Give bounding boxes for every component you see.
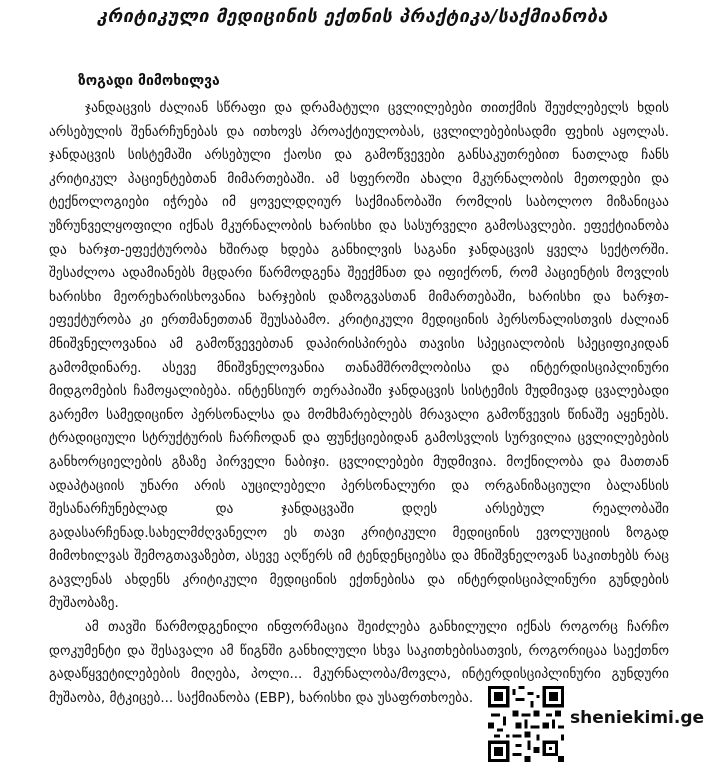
watermark-site: sheniekimi.ge	[566, 708, 705, 728]
page-title: კრიტიკული მედიცინის ექთნის პრაქტიკა/საქმიანობა	[97, 6, 608, 27]
body-text	[49, 97, 669, 710]
qr-code-icon	[488, 686, 564, 762]
paragraph-2: ამ თავში წარმოდგენილი ინფორმაცია შეიძლება განხილული იქნას როგორც ჩარჩო დოკუმენტი და შესავალი ამ წიგნში განხილული სხვა საკითხებისათვის, როგორიცაა საექთნო გადაწყვეტილებების მიღება, პოლი... მკურნალობა/მოვლა, ინტერდისციპლინური გუნდური მუშაობა, მტკიცებ... საქმიანობა (EBP), ხარისხი და უსაფრთხოება.	[49, 620, 669, 706]
paragraph-1: ჯანდაცვის ძალიან სწრაფი და დრამატული ცვლილებები თითქმის შეუძლებელს ხდის არსებულის შენარჩუნებას და ითხოვს პროაქტიულობას, ცვლილებებისადმი ფეხის აყოლას. ჯანდაცვის სისტემაში არსებული ქაოსი და გამოწვევები განსაკუთრებით ნათლად ჩანს კრიტიკულ პაციენტებთან მიმართებაში. ამ სფეროში ახალი მკურნალობის მეთოდები და ტექნოლოგიები იჭრება იმ ყოველდღიურ საქმიანობაში რომლის საბოლოო მიზანიცაა უზრუნველყოფილი იქნას მკურნალობის ხარისხი და სასურველი გამოსავლები. ეფექტიანობა და ხარჯთ-ეფექტურობა ხშირად ხდება განხილვის საგანი ჯანდაცვის ყველა სექტორში. შესაძლოა ადამიანებს მცდარი წარმოდგენა შეექმნათ და იფიქრონ, რომ პაციენტის მოვლის ხარისხი მეორეხარისხოვანია ხარჯების დაზოგვასთან მიმართებაში, ხარისხი და ხარჯთ-ეფექტურობა კი ერთმანეთთან შეუსაბამო. კრიტიკული მედიცინის პერსონალისთვის ძალიან მნიშვნელოვანია ამ გამოწვევებთან დაპირისპირება თავისი სპეციალობის სპეციფიკიდან გამომდინარე. ასევე მნიშვნელოვანია თანამშრომლობისა და ინტერდისციპლინური მიდგომების ჩამოყალიბება. ინტენსიურ თერაპიაში ჯანდაცვის სისტემის მუდმივად ცვალებადი გარემო სამედიცინო პერსონალსა და მომხმარებლებს მრავალი გამოწვევის წინაშე აყენებს. ტრადიციული სტრუქტურის ჩარჩოდან და ფუნქციებიდან გამოსვლის სურვილია ცვლილებების განხორციელების გზაზე პირველი ნაბიჯი. ცვლილებები მუდმივია. მოქნილობა და მათთან ადაპტაციის უნარი არის აუცილებელი პერსონალური და ორგანიზაციული ბალანსის შესანარჩუნებლად და ჯანდაცვაში დღეს არსებულ რეალობაში გადასარჩენად.სახელმძღვანელო ეს თავი კრიტიკული მედიცინის ევოლუციის ზოგად მიმოხილვას შემოგთავაზებთ, ასევე აღწერს იმ ტენდენციებსა და მნიშვნელოვან საკითხებს რაც გავლენას ახდენს კრიტიკული მედიცინის ექთნებისა და ინტერდისციპლინური გუნდების მუშაობაზე.	[49, 101, 669, 612]
section-heading: ზოგადი მიმოხილვა	[78, 73, 220, 89]
